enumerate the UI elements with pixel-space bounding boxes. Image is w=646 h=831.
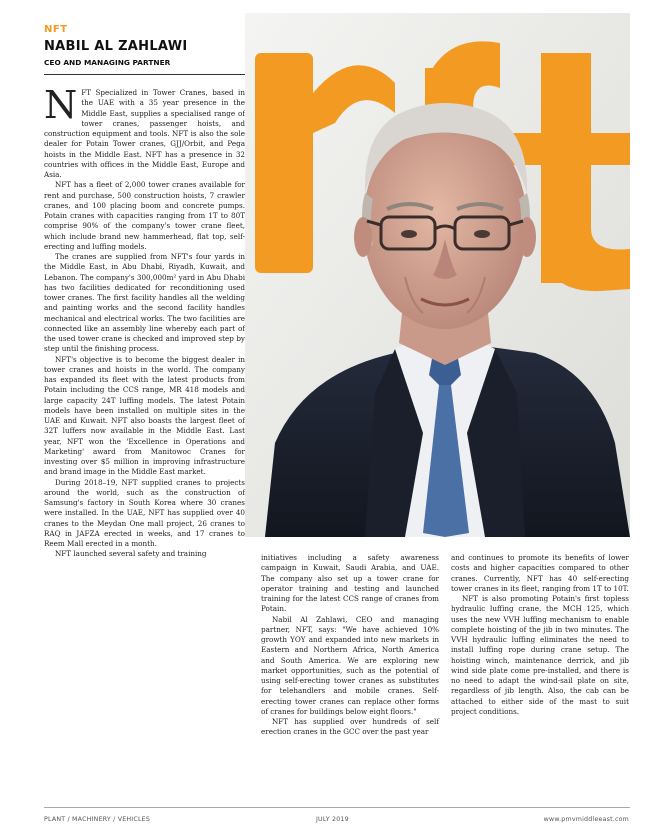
article-column-2 [261,553,439,801]
paragraph: NFT's objective is to become the biggest dealer in tower cranes and hoists in the world. The company has expanded its fleet with the latest products from Potain including the CCS range, MR 418 models and large capacity 24T luffing models. The latest Potain models have been installed on multiple sites in the UAE and Kuwait. NFT also boasts the largest fleet of 32T luffers now available in the Middle East. Last year, NFT won the 'Excellence in Operations and Marketing' award from Manitowoc Cranes for investing over $5 million in improving infrastructure and brand image in the Middle East market. [44,354,245,477]
article-column-3 [451,553,629,801]
paragraph: initiatives including a safety awareness campaign in Kuwait, Saudi Arabia, and UAE. The company also set up a tower crane for operator training and testing and launched training for the latest CCS range of cranes from Potain. [261,553,439,614]
paragraph: During 2018–19, NFT supplied cranes to projects around the world, such as the construction of Samsung's factory in South Korea where 30 cranes were installed. In the UAE, NFT has supplied over 40 cranes to the Meydan One mall project, 26 cranes to RAQ in JAFZA erected in weeks, and 17 cranes to Reem Mall erected in a month. [44,477,245,548]
section-kicker: NFT [44,24,68,35]
header-rule [44,74,245,75]
paragraph: The cranes are supplied from NFT's four yards in the Middle East, in Abu Dhabi, Riyadh, Kuwait, and Lebanon. The company's 300,000m² yard in Abu Dhabi has two facilities dedicated for reconditioning used tower cranes. The first facility handles all the welding and painting works and the second facility handles mechanical and electrical works. The two facilities are connected like an assembly line whereby each part of the used tower crane is checked and improved step by step until the finishing process. [44,252,245,354]
footer-issue-date: JULY 2019 [316,816,349,823]
portrait-photo [245,13,630,537]
paragraph: NFT has a fleet of 2,000 tower cranes available for rent and purchase, 500 construction hoists, 7 crawler cranes, and 100 placing boom and concrete pumps. Potain cranes with capacities ranging from 1T to 80T comprise 90% of the company's tower crane fleet, which include brand new hammerhead, flat top, self-erecting and luffing models. [44,180,245,251]
profile-role: CEO AND MANAGING PARTNER [44,58,171,67]
paragraph: and continues to promote its benefits of lower costs and higher capacities compared to other cranes. Currently, NFT has 40 self-erecting tower cranes in its fleet, ranging from 1T to 10T. [451,553,629,593]
paragraph: NFT is also promoting Potain's first topless hydraulic luffing crane, the MCH 125, which uses the new VVH luffing mechanism to enable complete hoisting of the jib in two minutes. The VVH hydraulic luffing eliminates the need to install luffing rope during crane setup. The hoisting winch, maintenance derrick, and jib wind side plate come pre-installed, and there is no need to adapt the wind-sail plate on site, regardless of jib length. Also, the cab can be attached to either side of the mast to suit project conditions. [451,594,629,716]
profile-name: NABIL AL ZAHLAWI [44,39,188,54]
paragraph: Nabil Al Zahlawi, CEO and managing partner, NFT, says: "We have achieved 10% growth YOY and expanded into new markets in Eastern and Northern Africa, North America and South America. We are exploring new market opportunities, such as the potential of using self-erecting tower cranes as substitutes for telehandlers and mobile cranes. Self-erecting tower cranes can replace other forms of cranes for buildings below eight floors." [261,614,439,716]
footer-section-label: PLANT / MACHINERY / VEHICLES [44,816,151,823]
footer-website: www.pmvmiddleeast.com [543,816,629,823]
paragraph: NFT launched several safety and training [55,549,207,559]
paragraph: NFT has supplied over hundreds of self erection cranes in the GCC over the past year [261,717,439,737]
paragraph: NFT Specialized in Tower Cranes, based in the UAE with a 35 year presence in the Middle East, supplies a specialised range of tower cranes, passenger hoists, and construction equipment and tools. NFT is also the sole dealer for Potain Tower cranes, GJJ/Orbit, and Pega hoists in the Middle East. NFT has a presence in 32 countries with offices in the Middle East, Europe and Asia. [44,83,245,179]
article-column-1 [44,83,245,801]
footer-rule [44,807,630,808]
